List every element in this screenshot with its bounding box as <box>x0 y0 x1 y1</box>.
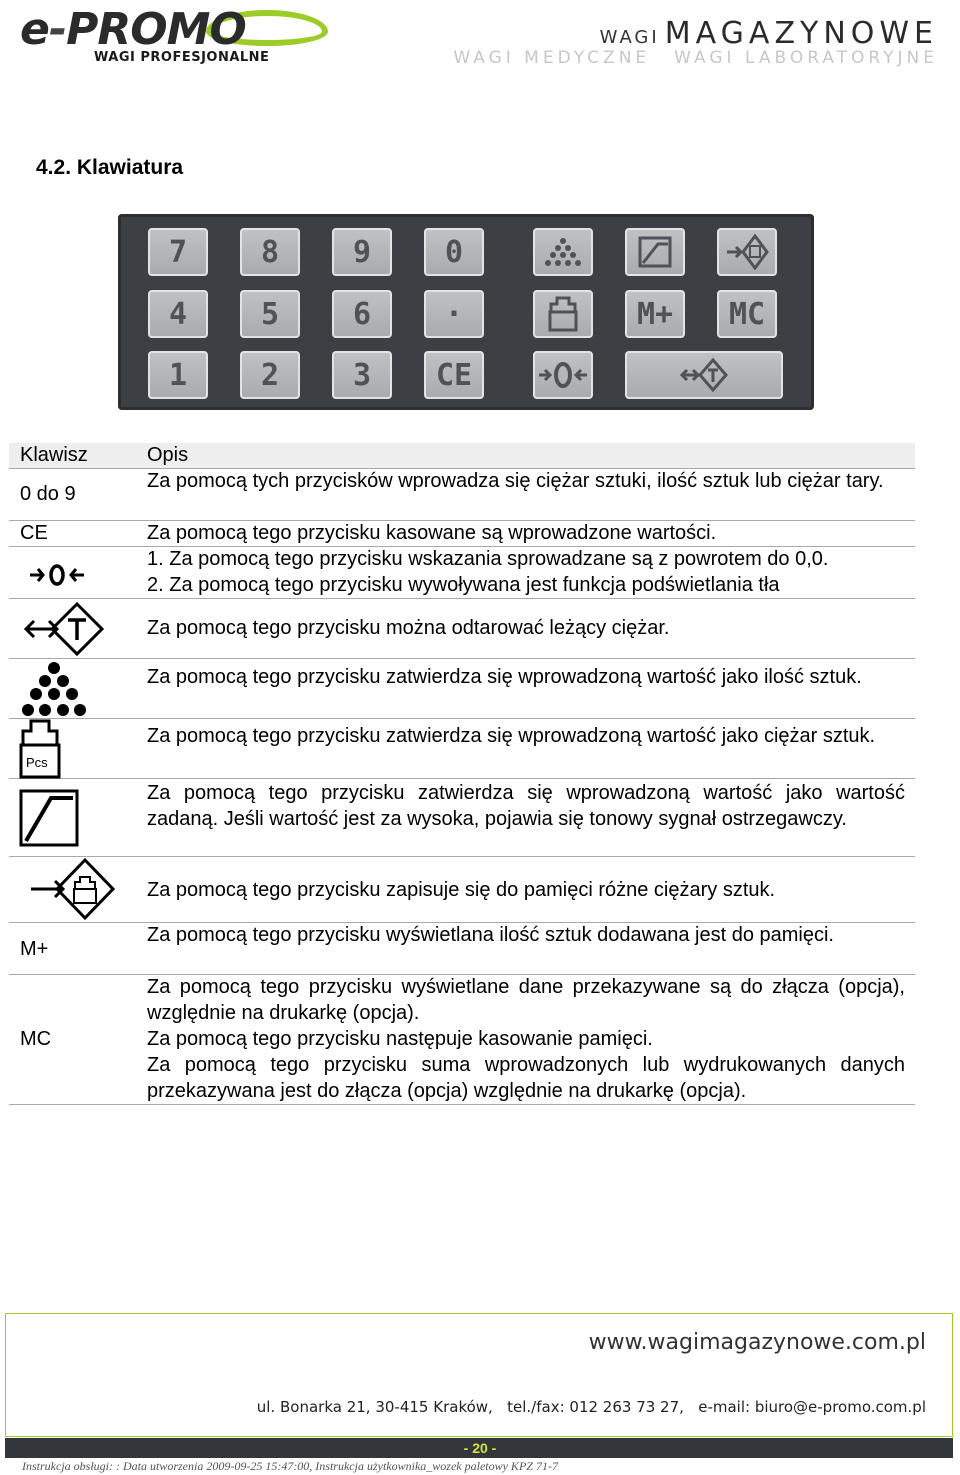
footer-email[interactable]: e-mail: biuro@e-promo.com.pl <box>698 1398 926 1416</box>
key-mc: MC <box>717 290 777 338</box>
table-row <box>9 857 915 923</box>
logo-promo: PROMO <box>66 4 246 55</box>
logo-dash: - <box>48 4 67 55</box>
zero-icon <box>538 361 588 389</box>
row-description: Za pomocą tego przycisku można odtarować leżący ciężar. <box>147 617 670 639</box>
table-row <box>9 469 915 521</box>
logo-e: e <box>20 4 49 55</box>
key-setpoint <box>625 228 685 276</box>
key-memory-store <box>717 228 777 276</box>
pcs-weight-icon <box>19 719 61 779</box>
row-description-line-1: 1. Za pomocą tego przycisku wskazania sprowadzane są z powrotem do 0,0. <box>147 548 829 570</box>
page-number: - 20 - <box>463 1440 497 1456</box>
document-info-line: Instrukcja obsługi: : Data utworzenia 2009-09-25 15:47:00, Instrukcja użytkownika_wozek paletowy KPZ 71-7 <box>22 1459 558 1473</box>
footer-phone: tel./fax: 012 263 73 27, <box>507 1398 684 1416</box>
setpoint-key-icon-cell <box>19 789 79 852</box>
key-2: 2 <box>240 351 300 399</box>
memory-key-icon-cell <box>29 857 115 926</box>
table-row <box>9 779 915 857</box>
row-key: 0 do 9 <box>20 483 76 505</box>
key-5: 5 <box>240 290 300 338</box>
table-row <box>9 547 915 599</box>
key-decimal: · <box>424 290 484 338</box>
pieces-pyramid-icon <box>545 236 581 268</box>
row-description-line-2: Za pomocą tego przycisku suma wprowadzonych lub wydrukowanych danych przekazywana jest do złącza (opcja) względnie na drukarkę (opcja). <box>147 1054 905 1102</box>
pcs-weight-icon <box>548 296 578 332</box>
key-1: 1 <box>148 351 208 399</box>
memory-store-icon <box>725 234 769 270</box>
row-description: Za pomocą tego przycisku kasowane są wprowadzone wartości. <box>147 522 717 544</box>
section-title: 4.2. Klawiatura <box>36 156 184 179</box>
tagline-medyczne: WAGI MEDYCZNE <box>453 48 651 68</box>
header-tagline-main <box>600 16 938 51</box>
row-key: M+ <box>20 938 49 960</box>
column-header-description: Opis <box>147 444 189 466</box>
key-zero <box>533 351 593 399</box>
row-description: Za pomocą tego przycisku zatwierdza się wprowadzoną wartość jako wartość zadaną. Jeśli wartość jest za wysoka, pojawia się tonowy sygnał ostrzegawczy. <box>147 782 905 830</box>
key-tare <box>625 351 783 399</box>
setpoint-ramp-icon <box>638 236 672 268</box>
key-8: 8 <box>240 228 300 276</box>
header-tagline-secondary <box>453 48 938 68</box>
pcs-key-icon-cell <box>19 719 61 784</box>
table-row <box>9 975 915 1027</box>
key-pieces <box>533 228 593 276</box>
zero-key-icon-cell <box>29 563 85 592</box>
key-3: 3 <box>332 351 392 399</box>
tagline-laboratoryjne: WAGI LABORATORYJNE <box>674 48 938 68</box>
key-9: 9 <box>332 228 392 276</box>
table-row <box>9 719 915 779</box>
logo-subtitle: WAGI PROFESJONALNE <box>94 50 270 65</box>
table-row <box>9 923 915 975</box>
key-ce: CE <box>424 351 484 399</box>
tare-icon <box>23 601 105 657</box>
row-description: Za pomocą tego przycisku zatwierdza się wprowadzoną wartość jako ilość sztuk. <box>147 666 862 688</box>
footer-contact <box>257 1398 926 1416</box>
key-7: 7 <box>148 228 208 276</box>
column-header-key: Klawisz <box>20 444 88 466</box>
zero-icon <box>29 563 85 587</box>
table-row <box>9 599 915 659</box>
pieces-pyramid-icon <box>21 661 87 719</box>
logo-wordmark <box>20 4 246 55</box>
e-promo-logo <box>20 6 320 66</box>
pcs-icon-label: Pcs <box>26 755 48 770</box>
row-key: CE <box>20 522 48 544</box>
row-description: Za pomocą tego przycisku zatwierdza się wprowadzoną wartość jako ciężar sztuk. <box>147 725 876 747</box>
keypad-photo <box>118 214 814 410</box>
row-description: Za pomocą tego przycisku zapisuje się do pamięci różne ciężary sztuk. <box>147 879 776 901</box>
row-description: Za pomocą tych przycisków wprowadza się ciężar sztuki, ilość sztuk lub ciężar tary. <box>147 470 884 492</box>
row-description: Za pomocą tego przycisku wyświetlane dane przekazywane są do złącza (opcja), względnie na drukarkę (opcja). <box>147 976 905 1024</box>
footer-address: ul. Bonarka 21, 30-415 Kraków, <box>256 1398 493 1416</box>
table-row <box>9 659 915 719</box>
row-key: MC <box>20 1028 52 1050</box>
row-description: Za pomocą tego przycisku wyświetlana ilość sztuk dodawana jest do pamięci. <box>147 924 834 946</box>
key-6: 6 <box>332 290 392 338</box>
memory-store-icon <box>29 857 115 921</box>
key-m-plus: M+ <box>625 290 685 338</box>
key-pcs-weight <box>533 290 593 338</box>
table-row <box>9 521 915 547</box>
row-description-line-1: Za pomocą tego przycisku następuje kasowanie pamięci. <box>147 1028 653 1050</box>
table-header-row <box>9 443 915 469</box>
table-row <box>9 1027 915 1105</box>
row-description-line-2: 2. Za pomocą tego przycisku wywoływana jest funkcja podświetlania tła <box>147 574 780 596</box>
pieces-key-icon-cell <box>21 661 87 724</box>
setpoint-ramp-icon <box>19 789 79 847</box>
tagline-wagi: WAGI <box>599 27 660 48</box>
tare-icon <box>680 357 728 393</box>
tagline-magazynowe: MAGAZYNOWE <box>664 16 938 51</box>
key-4: 4 <box>148 290 208 338</box>
tare-key-icon-cell <box>23 601 105 662</box>
key-0: 0 <box>424 228 484 276</box>
footer-website[interactable]: www.wagimagazynowe.com.pl <box>588 1330 926 1355</box>
